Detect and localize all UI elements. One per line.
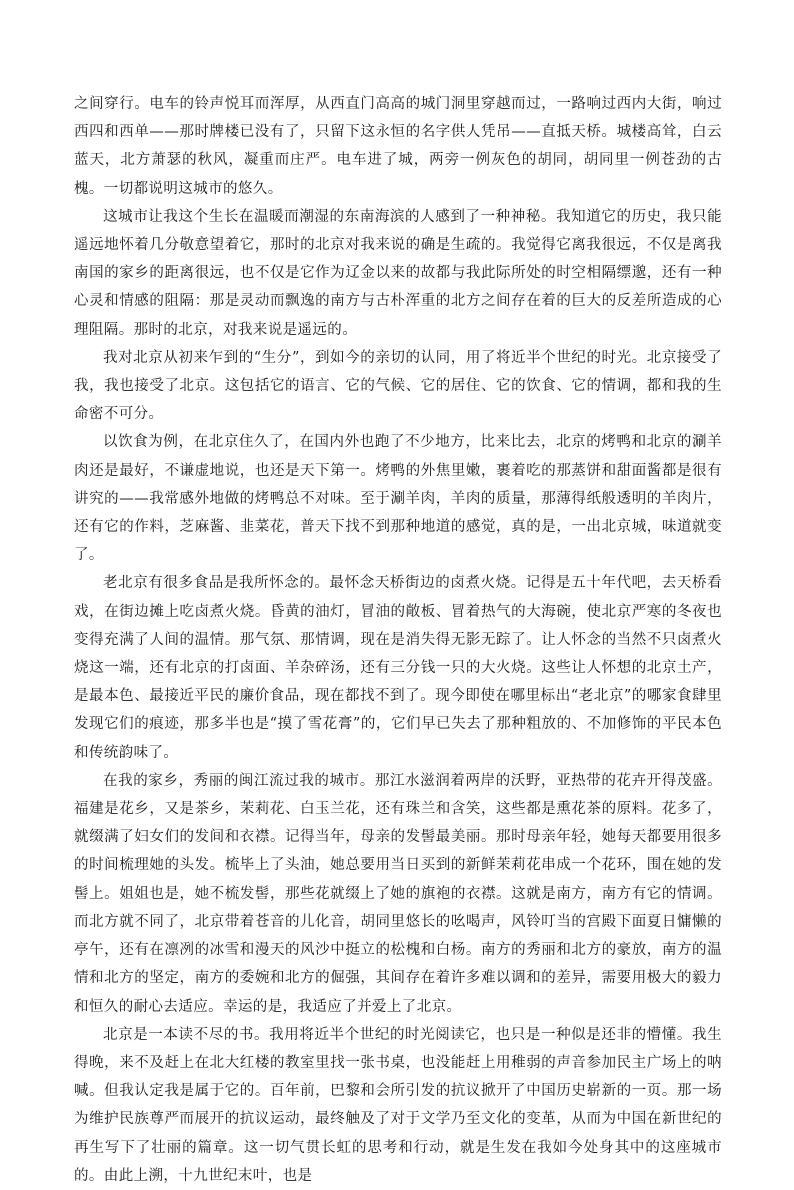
paragraph-7: 北京是一本读不尽的书。我用将近半个世纪的时光阅读它，也只是一种似是还非的懵懂。我生得晚，来不及赶上在北大红楼的教室里找一张书桌，也没能赶上用稚弱的声音参加民主广场上的呐喊。但我认定我是属于它的。百年前，巴黎和会所引发的抗议掀开了中国历史崭新的一页。那一场为维护民族尊严而展开的抗议运动，最终触及了对于文学乃至文化的变革，从而为中国在新世纪的再生写下了壮丽的篇章。这一切气贯长虹的思考和行动，就是生发在我如今处身其中的这座城市的。由此上溯，十九世纪末叶，也是: [74, 1026, 722, 1184]
paragraph-3: 我对北京从初来乍到的“生分”，到如今的亲切的认同，用了将近半个世纪的时光。北京接受了我，我也接受了北京。这包括它的语言、它的气候、它的居住、它的饮食、它的情调，都和我的生命密不可分。: [74, 349, 722, 423]
paragraph-2: 这城市让我这个生长在温暖而潮湿的东南海滨的人感到了一种神秘。我知道它的历史，我只能遥远地怀着几分敬意望着它，那时的北京对我来说的确是生疏的。我觉得它离我很远，不仅是离我南国的家乡的距离很远，也不仅是它作为辽金以来的故都与我此际所处的时空相隔缥邈，还有一种心灵和情感的阻隔：那是灵动而飘逸的南方与古朴浑重的北方之间存在着的巨大的反差所造成的心理阻隔。那时的北京，对我来说是遥远的。: [74, 208, 722, 338]
paragraph-5: 老北京有很多食品是我所怀念的。最怀念天桥街边的卤煮火烧。记得是五十年代吧，去天桥看戏，在街边摊上吃卤煮火烧。昏黄的油灯，冒油的敞板、冒着热气的大海碗，使北京严寒的冬夜也变得充满了人间的温情。那气氛、那情调，现在是消失得无影无踪了。让人怀念的当然不只卤煮火烧这一端，还有北京的打卤面、羊杂碎汤，还有三分钱一只的大火烧。这些让人怀想的北京土产，是最本色、最接近平民的廉价食品，现在都找不到了。现今即使在哪里标出“老北京”的哪家食肆里发现它们的痕迹，那多半也是“摸了雪花膏”的，它们早已失去了那种粗放的、不加修饰的平民本色和传统韵味了。: [74, 575, 722, 761]
paragraph-4: 以饮食为例，在北京住久了，在国内外也跑了不少地方，比来比去，北京的烤鸭和北京的涮羊肉还是最好，不谦虚地说，也还是天下第一。烤鸭的外焦里嫩，裹着吃的那蒸饼和甜面酱都是很有讲究的——我常感外地做的烤鸭总不对味。至于涮羊肉，羊肉的质量，那薄得纸般透明的羊肉片，还有它的作料，芝麻酱、韭菜花，普天下找不到那种地道的感觉，真的是，一出北京城，味道就变了。: [74, 434, 722, 564]
article-body: [74, 90, 722, 1190]
paragraph-1: 之间穿行。电车的铃声悦耳而浑厚，从西直门高高的城门洞里穿越而过，一路响过西内大街，响过西四和西单——那时牌楼已没有了，只留下这永恒的名字供人凭吊——直抵天桥。城楼高耸，白云蓝天，北方萧瑟的秋风，凝重而庄严。电车进了城，两旁一例灰色的胡同，胡同里一例苍劲的古槐。一切都说明这城市的悠久。: [74, 96, 722, 197]
paragraph-6: 在我的家乡，秀丽的闽江流过我的城市。那江水滋润着两岸的沃野，亚热带的花卉开得茂盛。福建是花乡，又是茶乡，茉莉花、白玉兰花，还有珠兰和含笑，这些都是熏花茶的原料。花多了，就缀满了妇女们的发间和衣襟。记得当年，母亲的发髻最美丽。那时母亲年轻，她每天都要用很多的时间梳理她的头发。梳毕上了头油，她总要用当日买到的新鲜茉莉花串成一个花环，围在她的发髻上。姐姐也是，她不梳发髻，那些花就缀上了她的旗袍的衣襟。这就是南方，南方有它的情调。而北方就不同了，北京带着苍音的儿化音，胡同里悠长的吆喝声，风铃叮当的宫殿下面夏日慵懒的亭午，还有在凛冽的冰雪和漫天的风沙中挺立的松槐和白杨。南方的秀丽和北方的豪放，南方的温情和北方的坚定，南方的委婉和北方的倔强，其间存在着许多难以调和的差异，需要用极大的毅力和恒久的耐心去适应。幸运的是，我适应了并爱上了北京。: [74, 772, 722, 1015]
